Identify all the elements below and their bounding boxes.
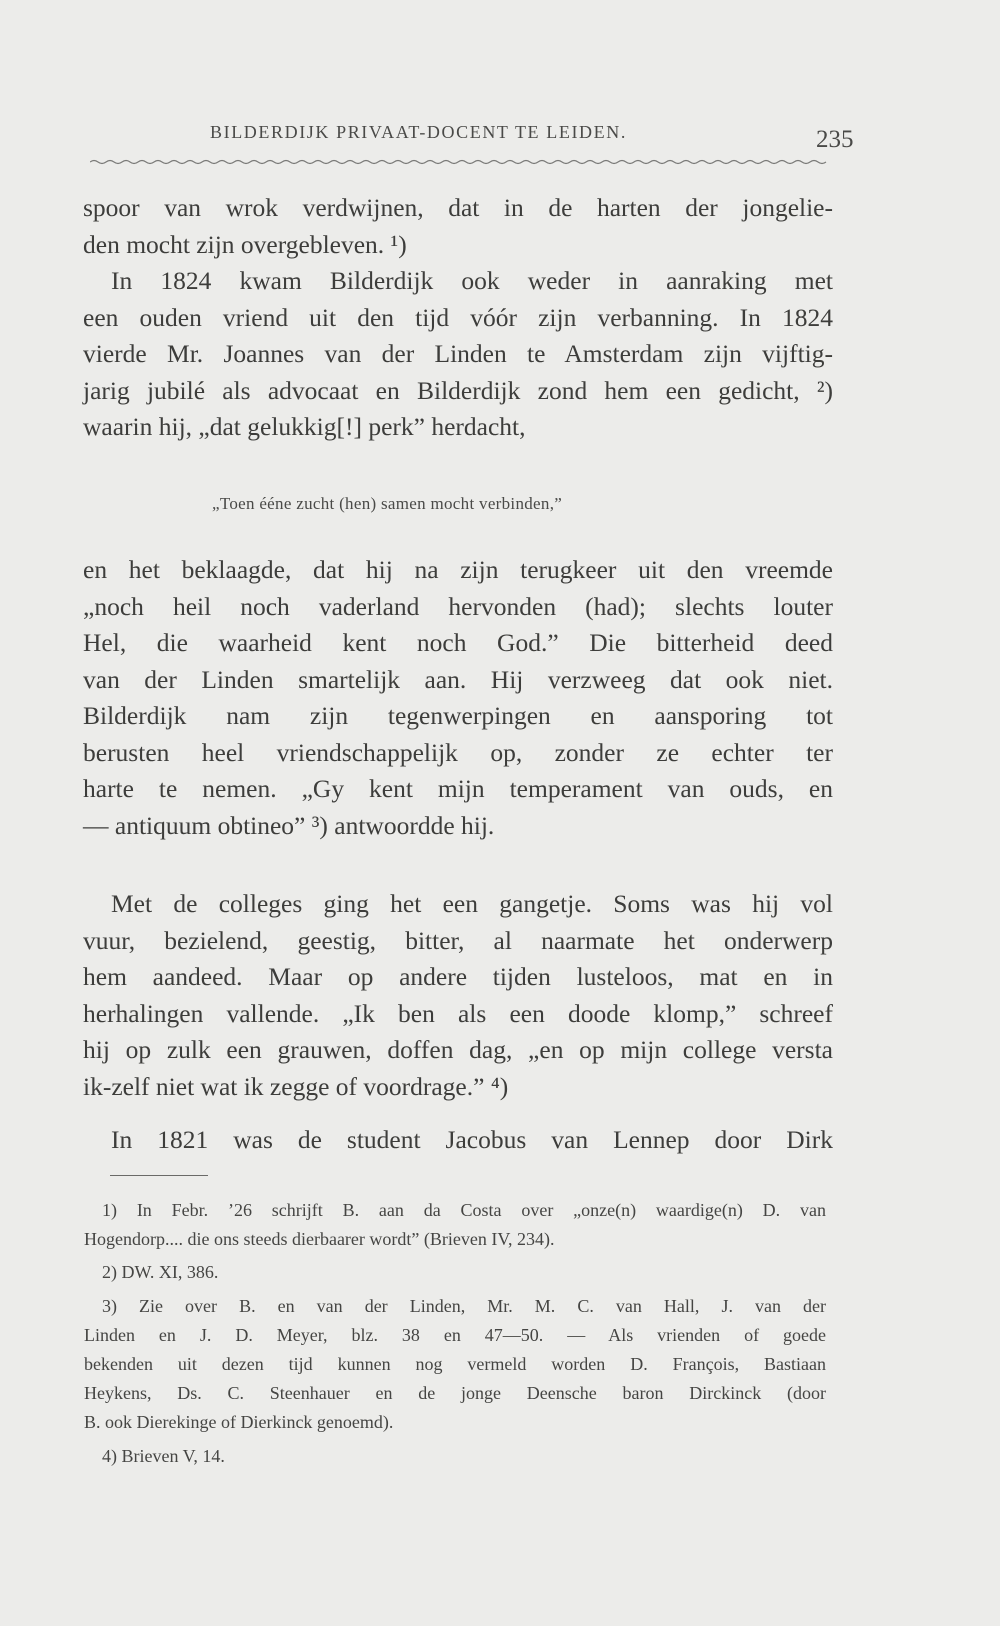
- footnote-line: Hogendorp.... die ons steeds dierbaarer wordt” (Brieven IV, 234).: [84, 1229, 555, 1250]
- paragraph-2: [83, 263, 833, 446]
- text-line: hij op zulk een grauwen, doffen dag, „en op mijn college versta: [83, 1035, 833, 1064]
- text-line: berusten heel vriendschappelijk op, zonder ze echter ter: [83, 737, 833, 767]
- text-line: herhalingen vallende. „Ik ben als een doode klomp,” schreef: [83, 998, 833, 1028]
- text-line: den mocht zijn overgebleven. ¹): [83, 229, 407, 259]
- footnote-separator: [110, 1175, 208, 1176]
- text-line: vuur, bezielend, geestig, bitter, al naarmate het onderwerp: [83, 925, 833, 955]
- text-line: „noch heil noch vaderland hervonden (had); slechts louter: [83, 591, 833, 621]
- footnote-line: 4) Brieven V, 14.: [102, 1445, 225, 1466]
- verse-quotation: „Toen ééne zucht (hen) samen mocht verbinden,”: [212, 494, 563, 513]
- text-line: een ouden vriend uit den tijd vóór zijn verbanning. In 1824: [83, 302, 833, 332]
- footnote-line: 1) In Febr. ’26 schrijft B. aan da Costa over „onze(n) waardige(n) D. van: [102, 1200, 826, 1220]
- text-line: In 1821 was de student Jacobus van Lennep door Dirk: [111, 1125, 833, 1154]
- text-line: hem aandeed. Maar op andere tijden lusteloos, mat en in: [83, 962, 833, 991]
- paragraph-5: [83, 1122, 833, 1159]
- text-line: Met de colleges ging het een gangetje. Soms was hij vol: [111, 889, 833, 918]
- text-line: waarin hij, „dat gelukkig[!] perk” herdacht,: [83, 412, 526, 441]
- paragraph-4: [83, 886, 833, 1105]
- text-line: jarig jubilé als advocaat en Bilderdijk zond hem een gedicht, ²): [83, 375, 833, 405]
- text-line: en het beklaagde, dat hij na zijn terugkeer uit den vreemde: [83, 555, 833, 584]
- footnote-line: B. ook Dierekinge of Dierkinck genoemd).: [84, 1412, 394, 1433]
- text-line: van der Linden smartelijk aan. Hij verzweeg dat ook niet.: [83, 664, 833, 694]
- header-wavy-rule: [90, 156, 828, 170]
- footnote-line: bekenden uit dezen tijd kunnen nog vermeld worden D. François, Bastiaan: [84, 1354, 826, 1375]
- footnote-line: Heykens, Ds. C. Steenhauer en de jonge Deensche baron Dirckinck (door: [84, 1383, 826, 1404]
- page-number: 235: [816, 126, 854, 153]
- text-line: Bilderdijk nam zijn tegenwerpingen en aansporing tot: [83, 701, 833, 730]
- text-line: — antiquum obtineo” ³) antwoordde hij.: [83, 810, 495, 840]
- text-line: In 1824 kwam Bilderdijk ook weder in aanraking met: [111, 266, 833, 295]
- text-line: spoor van wrok verdwijnen, dat in de harten der jongelie-: [83, 193, 833, 222]
- footnote-line: 2) DW. XI, 386.: [102, 1262, 219, 1283]
- footnote-line: 3) Zie over B. en van der Linden, Mr. M. C. van Hall, J. van der: [102, 1295, 826, 1316]
- footnote-line: Linden en J. D. Meyer, blz. 38 en 47—50. — Als vrienden of goede: [84, 1324, 826, 1345]
- text-line: harte te nemen. „Gy kent mijn temperament van ouds, en: [83, 774, 833, 803]
- text-line: Hel, die waarheid kent noch God.” Die bitterheid deed: [83, 628, 833, 657]
- text-line: vierde Mr. Joannes van der Linden te Amsterdam zijn vijftig-: [83, 339, 833, 368]
- footnotes: [84, 1196, 826, 1471]
- paragraph-3: [83, 552, 833, 844]
- paragraph-1: [83, 190, 833, 263]
- running-title: BILDERDIJK PRIVAAT-DOCENT TE LEIDEN.: [210, 122, 627, 142]
- text-line: ik-zelf niet wat ik zegge of voordrage.” ⁴): [83, 1071, 509, 1101]
